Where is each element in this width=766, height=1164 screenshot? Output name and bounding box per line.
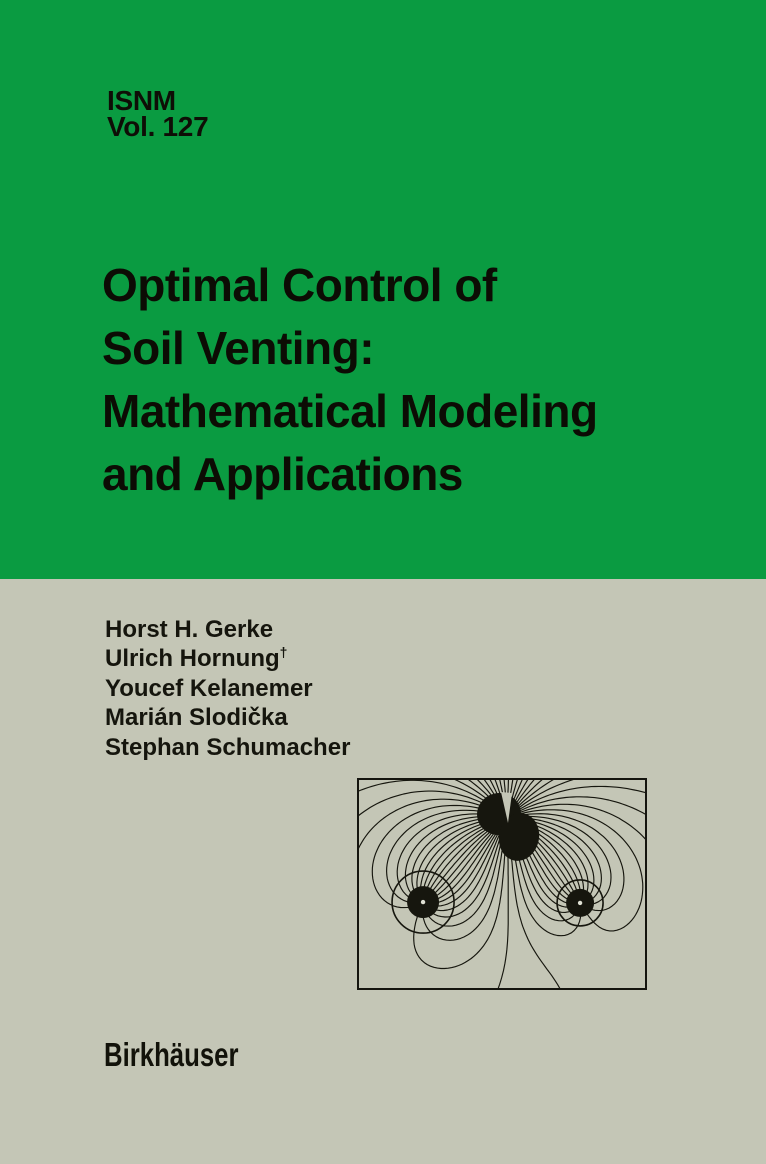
cover-figure bbox=[357, 778, 647, 990]
author-name: Ulrich Hornung† bbox=[105, 644, 288, 673]
title-line-3: Mathematical Modeling bbox=[102, 385, 598, 437]
author-list bbox=[105, 615, 350, 762]
title-line-2: Soil Venting: bbox=[102, 322, 375, 374]
streamline-figure-svg bbox=[359, 780, 645, 988]
author-name: Stephan Schumacher bbox=[105, 733, 351, 761]
book-title bbox=[102, 254, 722, 506]
title-line-4: and Applications bbox=[102, 448, 463, 500]
series-name: ISNM bbox=[107, 85, 176, 116]
author-name: Marián Slodička bbox=[105, 704, 288, 732]
title-line-1: Optimal Control of bbox=[102, 259, 497, 311]
publisher-logo: Birkhäuser bbox=[104, 1036, 239, 1073]
series-block bbox=[107, 85, 209, 142]
series-volume: Vol. 127 bbox=[107, 111, 209, 142]
author-name: Horst H. Gerke bbox=[105, 616, 274, 643]
author-name: Youcef Kelanemer bbox=[105, 674, 313, 702]
author-dagger: † bbox=[279, 644, 288, 661]
